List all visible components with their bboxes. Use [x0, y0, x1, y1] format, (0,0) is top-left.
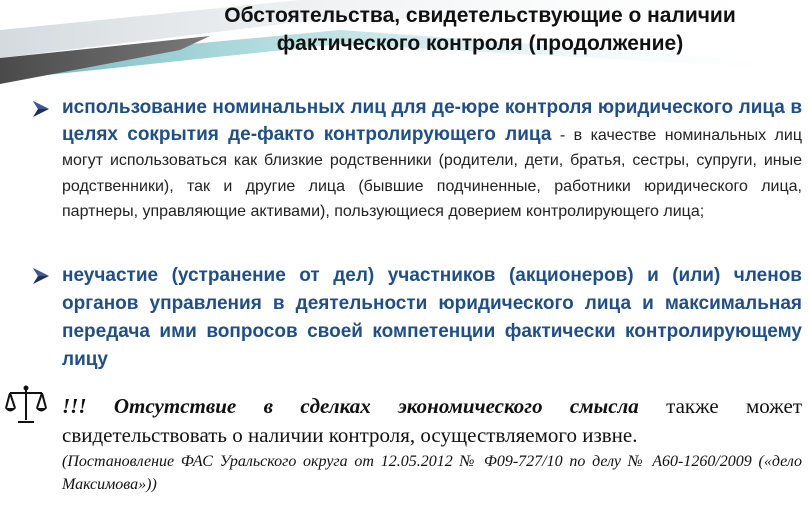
note-reference: (Постановление ФАС Уральского округа от 12.05.2012 № Ф09-727/10 по делу № А60-1260/2009 («дело Максимова»)) [62, 453, 802, 493]
note-main-text [62, 392, 802, 450]
arrow-right-icon [30, 98, 52, 120]
note-economic-sense [62, 392, 802, 496]
scales-icon [4, 384, 48, 426]
slide-title-line-1: Обстоятельства, свидетельствующие о наличии [224, 4, 736, 27]
slide-title-line-2: фактического контроля (продолжение) [276, 32, 684, 55]
bullet-nominal-persons-rest: - в качестве номинальных лиц могут использоваться как близкие родственники (родители, дети, братья, сестры, супруги, иные родственники), так и другие лица (бывшие подчиненные, работники юридического лица, партнеры, управляющие активами), пользующиеся доверием контролирующего лица; [62, 126, 802, 220]
arrow-right-icon [30, 265, 52, 287]
bullet-nominal-persons-text [62, 95, 802, 225]
bullet-non-participation-text: неучастие (устранение от дел) участников (акционеров) и (или) членов органов управления в деятельности юридического лица и максимальная передача ими вопросов своей компетенции фактически контролирующему лицу [62, 265, 802, 370]
note-emphasis: !!! Отсутствие в сделках экономического смысла [62, 394, 639, 418]
slide-title [150, 2, 809, 58]
note-rest: также может свидетельствовать о наличии контроля, осуществляемого извне. [62, 394, 803, 447]
bullet-nominal-persons-highlight: использование номинальных лиц для де-юре контроля юридического лица в целях сокрытия де-факто контролирующего лица [62, 97, 802, 145]
